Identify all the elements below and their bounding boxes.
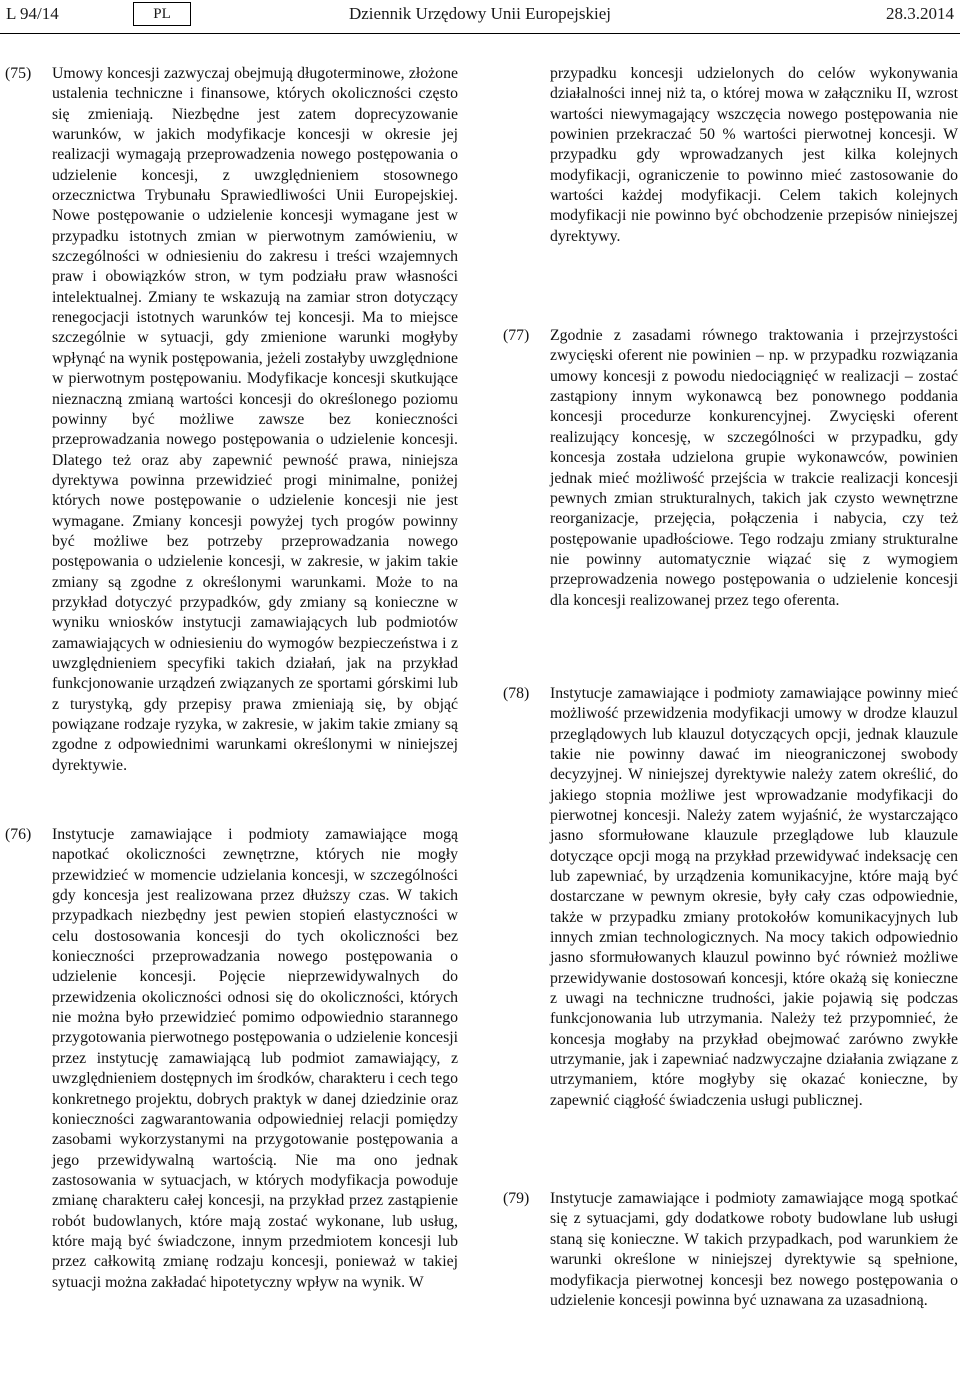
- recital-76: [5, 825, 458, 1293]
- recital-number: (76): [5, 826, 32, 844]
- recital-76-continuation: przypadku koncesji udzielonych do celów wykonywania działalności innej niż ta, o której mowa w załączniku II, wzrost wartości niewymagający wszczęcia nowego postępowania nie powinien przekraczać 50 % wartości pierwotnej koncesji. W przypadku gdy wprowadzanych jest kilka kolejnych modyfikacji, ograniczenie to powinno mieć zastosowanie do wartości każdej modyfikacji. Celem takich kolejnych modyfikacji nie powinno być obchodzenie przepisów niniejszej dyrektywy.: [550, 65, 958, 245]
- right-column: [503, 64, 958, 1311]
- recital-79: [503, 1189, 958, 1311]
- publication-date: 28.3.2014: [886, 4, 954, 23]
- recital-number: (75): [5, 65, 32, 82]
- recital-number: (78): [503, 684, 530, 702]
- recital-text: Instytucje zamawiające i podmioty zamawiające mogą spotkać się z sytuacjami, gdy dodatkowe roboty budowlane lub usługi staną się konieczne. W takich przypadkach, pod warunkiem że warunki określone w niniejszej dyrektywie są spełnione, modyfikacja pierwotnej koncesji bez nowego postępowania o udzielenie koncesji powinna być uznawana za uzasadnioną.: [550, 1190, 958, 1309]
- recital-78: [503, 684, 958, 1111]
- recital-77: [503, 326, 958, 611]
- recital-number: (79): [503, 1190, 530, 1208]
- left-column: [5, 64, 458, 1293]
- journal-title: Dziennik Urzędowy Unii Europejskiej: [348, 4, 611, 23]
- recital-number: (77): [503, 327, 530, 345]
- language-badge: PL: [133, 2, 191, 26]
- page-header: [0, 0, 960, 40]
- page-number: L 94/14: [6, 4, 59, 23]
- header-rule: [0, 33, 960, 34]
- recital-text: Zgodnie z zasadami równego traktowania i przejrzystości zwycięski oferent nie powinien – np. w przypadku rozwiązania umowy koncesji z powodu niedociągnięć w realizacji – zostać zastąpiony innym wykonawcą bez ponownego poddania koncesji procedurze konkurencyjnej. Zwycięski oferent realizujący koncesję, w szczególności w przypadku, gdy koncesja została udzielona grupie wykonawców, powinien jednak mieć możliwość przejścia w trakcie realizacji koncesji pewnych zmian strukturalnych, takich jak czysto wewnętrzne reorganizacje, przejęcia, połączenia i nabycia, czy też postępowanie upadłościowe. Tego rodzaju zmiany strukturalne nie powinny automatycznie wiązać się z wymogiem przeprowadzenia nowego postępowania o udzielenie koncesji dla koncesji realizowanej przez tego oferenta.: [550, 327, 958, 609]
- recital-75: [5, 64, 458, 776]
- recital-text: Umowy koncesji zazwyczaj obejmują długoterminowe, złożone ustalenia techniczne i finansowe, których okoliczności często się zmieniają. Niezbędne jest zatem doprecyzowanie warunków, w jakich modyfikacje koncesji w okresie jej realizacji wymagają przeprowadzenia nowego postępowania o udzielenie koncesji, z uwzględnieniem stosownego orzecznictwa Trybunału Sprawiedliwości Unii Europejskiej. Nowe postępowanie o udzielenie koncesji wymagane jest w przypadku istotnych zmian w pierwotnym zamówieniu, w szczególności w odniesieniu do zakresu i treści wzajemnych praw i obowiązków stron, w tym podziału praw własności intelektualnej. Zmiany te wskazują na zamiar stron dotyczący renegocjacji istotnych warunków tej koncesji. Ma to miejsce szczególnie w sytuacji, gdy zmienione warunki mogłyby wpłynąć na wynik postępowania, jeżeli zostałyby uwzględnione w pierwotnym postępowaniu. Modyfikacje koncesji skutkujące nieznaczną zmianą wartości koncesji do określonego poziomu powinny być możliwe zawsze bez konieczności przeprowadzania nowego postępowania o udzielenie koncesji. Dlatego też oraz aby zapewnić pewność prawa, niniejsza dyrektywa powinna przewidzieć progi minimalne, poniżej których nowe postępowanie o udzielenie koncesji nie jest wymagane. Zmiany koncesji powyżej tych progów powinny być możliwe bez potrzeby przeprowadzania nowego postępowania o udzielenie koncesji, w zakresie, w jakim takie zmiany są zgodne z określonymi warunkami. Może to na przykład dotyczyć przypadków, gdy zmiany są konieczne w wyniku wniosków instytucji zamawiających lub podmiotów zamawiających w odniesieniu do wymogów bezpieczeństwa i z uwzględnieniem specyfiki takich działań, jak na przykład funkcjonowanie urządzeń związanych ze sportami górskimi lub z turystyką, gdy przepisy prawa zmieniają się, by objąć powiązane rodzaje ryzyka, w zakresie, w jakim takie zmiany są zgodne z odpowiednimi warunkami określonymi w niniejszej dyrektywie.: [52, 65, 458, 774]
- recital-text: Instytucje zamawiające i podmioty zamawiające powinny mieć możliwość przewidzenia modyfikacji umowy w drodze klauzul przeglądowych lub klauzul dotyczących opcji, jednak klauzule takie nie powinny dawać im nieograniczonej swobody decyzyjnej. W niniejszej dyrektywie należy zatem określić, do jakiego stopnia możliwe jest wprowadzanie modyfikacji do pierwotnej koncesji. Należy zatem wyjaśnić, że wystarczająco jasno sformułowane klauzule przeglądowe lub klauzule dotyczące opcji mogą na przykład przewidywać indeksację cen lub zapewniać, by urządzenia komunikacyjne, które mają być dostarczane w pewnym okresie, były cały czas odpowiednie, także w przypadku zmiany protokołów komunikacyjnych lub innych zmian technologicznych. Na mocy takich odpowiednio jasno sformułowanych klauzul powinno być również możliwe przewidywanie dostosowań koncesji, które okażą się konieczne z uwagi na techniczne trudności, jakie pojawią się podczas funkcjonowania lub utrzymania. Należy też przypomnieć, że koncesja mogłaby na przykład obejmować zarówno zwykłe utrzymanie, jak i zapewniać nadzwyczajne działania związane z utrzymaniem, które mogłyby się okazać konieczne, by zapewnić ciągłość świadczenia usługi publicznej.: [550, 684, 958, 1109]
- recital-text: Instytucje zamawiające i podmioty zamawiające mogą napotkać okoliczności zewnętrzne, których nie mogły przewidzieć w momencie udzielania koncesji, w szczególności gdy koncesja jest realizowana przez dłuższy czas. W takich przypadkach niezbędny jest pewien stopień elastyczności w celu dostosowania koncesji do tych okoliczności bez konieczności przeprowadzania nowego postępowania o udzielenie koncesji. Pojęcie nieprzewidywalnych do przewidzenia okoliczności odnosi się do okoliczności, których nie można było przewidzieć pomimo odpowiednio starannego przygotowania pierwotnego postępowania o udzielenie koncesji przez instytucję zamawiającą lub podmiot zamawiający, z uwzględnieniem dostępnych im środków, charakteru i cech tego konkretnego projektu, dobrych praktyk w danej dziedzinie oraz konieczności zagwarantowania odpowiedniej relacji pomiędzy zasobami wykorzystanymi na przygotowanie postępowania a jego przewidywalną wartością. Nie ma ono jednak zastosowania w sytuacjach, w których modyfikacja powoduje zmianę charakteru całej koncesji, na przykład przez zastąpienie robót budowlanych, które mają zostać wykonane, lub usług, które mają być świadczone, innym przedmiotem koncesji lub przez całkowitą zmianę rodzaju koncesji, ponieważ w takiej sytuacji można zakładać hipotetyczny wpływ na wynik. W: [52, 826, 458, 1291]
